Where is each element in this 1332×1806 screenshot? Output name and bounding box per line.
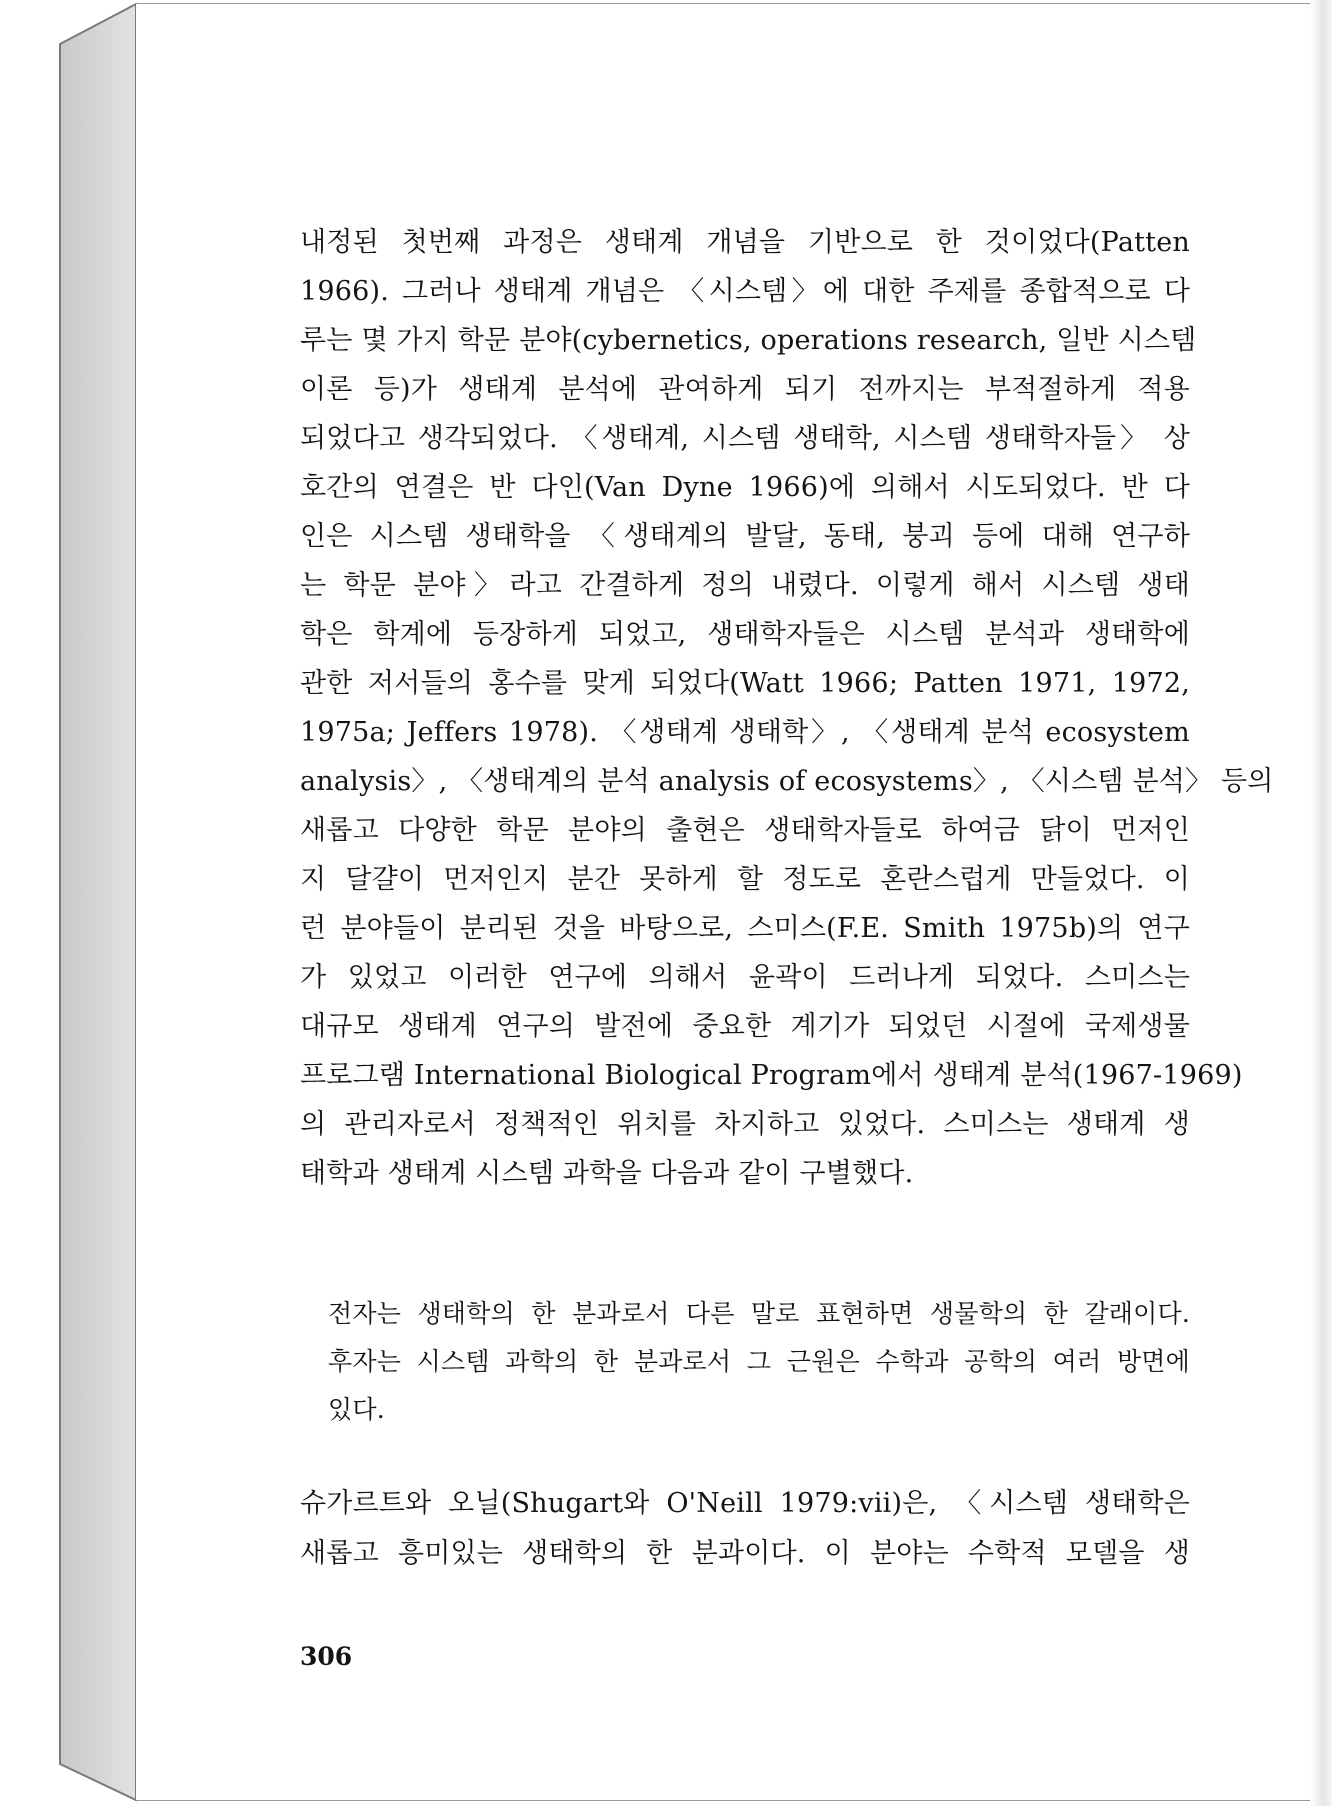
quote-line: 후자는 시스템 과학의 한 분과로서 그 근원은 수학과 공학의 여러 방면에 [328, 1347, 1190, 1376]
text-line: 호간의 연결은 반 다인(Van Dyne 1966)에 의해서 시도되었다. 반 다 [300, 472, 1190, 503]
text-line: 태학과 생태계 시스템 과학을 다음과 같이 구별했다. [300, 1158, 914, 1189]
text-line: 대규모 생태계 연구의 발전에 중요한 계기가 되었던 시절에 국제생물 [300, 1011, 1190, 1042]
text-line: 루는 몇 가지 학문 분야(cybernetics, operations research, 일반 시스템 [300, 325, 1197, 356]
text-line: 관한 저서들의 홍수를 맞게 되었다(Watt 1966; Patten 1971, 1972, [300, 668, 1190, 699]
text-line: 되었다고 생각되었다. 〈생태계, 시스템 생태학, 시스템 생태학자들〉 상 [300, 423, 1190, 454]
text-line: 학은 학계에 등장하게 되었고, 생태학자들은 시스템 분석과 생태학에 [300, 619, 1190, 650]
text-line: 이론 등)가 생태계 분석에 관여하게 되기 전까지는 부적절하게 적용 [300, 374, 1190, 405]
text-line: 1975a; Jeffers 1978). 〈생태계 생태학〉, 〈생태계 분석 ecosystem [300, 717, 1190, 748]
page-number: 306 [300, 1642, 353, 1671]
main-paragraph [300, 218, 1274, 1198]
text-line: 의 관리자로서 정책적인 위치를 차지하고 있었다. 스미스는 생태계 생 [300, 1109, 1190, 1140]
quote-line: 전자는 생태학의 한 분과로서 다른 말로 표현하면 생물학의 한 갈래이다. [328, 1299, 1190, 1328]
text-line: 1966). 그러나 생태계 개념은 〈시스템〉에 대한 주제를 종합적으로 다 [300, 276, 1190, 307]
text-line: 프로그램 International Biological Program에서 생태계 분석(1967-1969) [300, 1060, 1243, 1091]
text-line: 슈가르트와 오닐(Shugart와 O'Neill 1979:vii)은, 〈시스템 생태학은 [300, 1488, 1190, 1519]
text-line: 가 있었고 이러한 연구에 의해서 윤곽이 드러나게 되었다. 스미스는 [300, 962, 1190, 993]
text-line: analysis〉, 〈생태계의 분석 analysis of ecosystems〉, 〈시스템 분석〉 등의 [300, 766, 1274, 797]
second-paragraph [300, 1479, 1190, 1579]
text-line: 런 분야들이 분리된 것을 바탕으로, 스미스(F.E. Smith 1975b)의 연구 [300, 913, 1190, 944]
text-line: 새롭고 흥미있는 생태학의 한 분과이다. 이 분야는 수학적 모델을 생 [300, 1538, 1190, 1569]
text-line: 인은 시스템 생태학을 〈생태계의 발달, 동태, 붕괴 등에 대해 연구하 [300, 521, 1190, 552]
text-line: 지 달걀이 먼저인지 분간 못하게 할 정도로 혼란스럽게 만들었다. 이 [300, 864, 1190, 895]
text-line: 내정된 첫번째 과정은 생태계 개념을 기반으로 한 것이었다(Patten [300, 227, 1190, 258]
text-line: 는 학문 분야〉라고 간결하게 정의 내렸다. 이렇게 해서 시스템 생태 [300, 570, 1190, 601]
text-line: 새롭고 다양한 학문 분야의 출현은 생태학자들로 하여금 닭이 먼저인 [300, 815, 1190, 846]
quote-line: 있다. [328, 1395, 385, 1424]
block-quote [328, 1290, 1190, 1434]
page-shadow [1310, 0, 1332, 1806]
